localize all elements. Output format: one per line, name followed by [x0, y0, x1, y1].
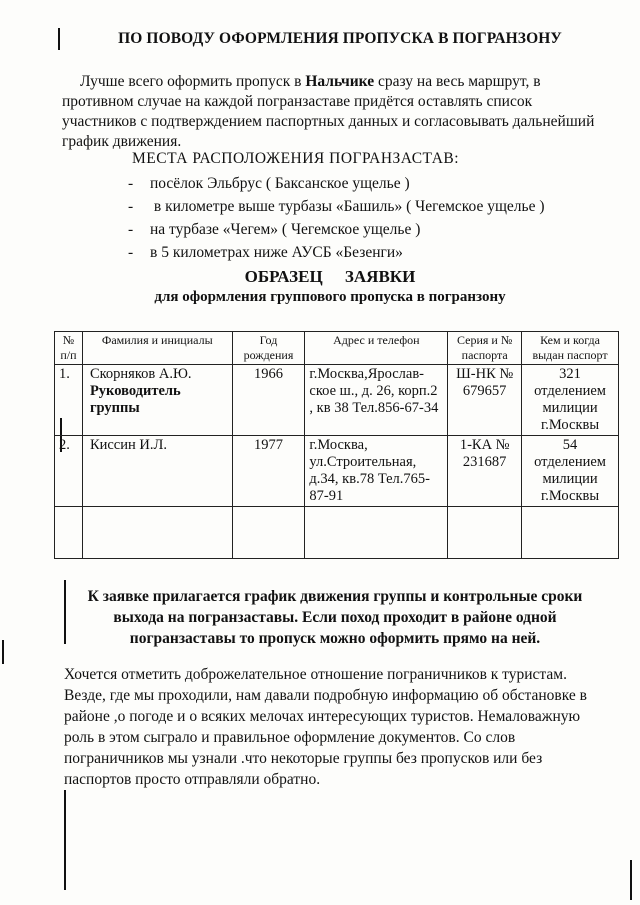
list-item: - на турбазе «Чегем» ( Чегемское ущелье )	[128, 218, 545, 241]
empty-cell	[305, 507, 448, 559]
list-item: - в километре выше турбазы «Башиль» ( Чегемское ущелье )	[128, 195, 545, 218]
empty-cell	[448, 507, 522, 559]
intro-text-end: сразу на весь маршрут, в противном случае на каждой погранзаставе придётся оставлять список участников с подтверждением паспортных данных и согласовывать дальнейший график движения.	[62, 73, 595, 150]
header-address: Адрес и телефон	[305, 332, 448, 365]
header-year: Год рождения	[232, 332, 305, 365]
member-name: Киссин И.Л.	[89, 437, 167, 453]
scan-mark	[64, 580, 66, 644]
scan-mark	[64, 790, 66, 890]
sample-title: ОБРАЗЕЦ ЗАЯВКИ	[244, 267, 416, 286]
cell-year: 1966	[232, 365, 305, 436]
cell-num: 2.	[55, 436, 83, 507]
table-row-empty	[55, 507, 619, 559]
table-row	[55, 436, 619, 507]
header-passport: Серия и № паспорта	[448, 332, 522, 365]
cell-passport: Ш-НК № 679657	[448, 365, 522, 436]
header-issued: Кем и когда выдан паспорт	[522, 332, 619, 365]
attachment-note: К заявке прилагается график движения группы и контрольные сроки выхода на погранзаставы. Если поход проходит в районе одной погранзаставы то пропуск можно оформить прямо на ней.	[87, 588, 583, 647]
empty-cell	[55, 507, 83, 559]
cell-name	[82, 436, 232, 507]
cell-address: г.Москва,Ярослав-ское ш., д. 26, корп.2 , кв 38 Тел.856-67-34	[305, 365, 448, 436]
cell-name	[82, 365, 232, 436]
header-num: № п/п	[55, 332, 83, 365]
cell-passport: 1-КА № 231687	[448, 436, 522, 507]
table-header-row	[55, 332, 619, 365]
cell-year: 1977	[232, 436, 305, 507]
list-item: - в 5 километрах ниже АУСБ «Безенги»	[128, 241, 545, 264]
member-role: Руководитель группы	[89, 383, 181, 416]
sample-subtitle: для оформления группового пропуска в погранзону	[154, 289, 506, 305]
scan-mark	[630, 860, 632, 900]
page-title: ПО ПОВОДУ ОФОРМЛЕНИЯ ПРОПУСКА В ПОГРАНЗОНУ	[118, 30, 562, 47]
empty-cell	[522, 507, 619, 559]
closing-paragraph: Хочется отметить доброжелательное отношение пограничников к туристам. Везде, где мы проходили, нам давали подробную информацию об обстановке в районе ,о погоде и о всяких мелочах интересующих туристов. Немаловажную роль в этом сыграло и правильное оформление документов. Со слов пограничников мы узнали .что некоторые группы без пропусков или без паспортов просто отправляли обратно.	[64, 666, 587, 788]
cell-address: г.Москва, ул.Строительная, д.34, кв.78 Тел.765-87-91	[305, 436, 448, 507]
intro-paragraph	[62, 72, 607, 152]
header-name: Фамилия и инициалы	[82, 332, 232, 365]
intro-text-start: Лучше всего оформить пропуск в	[80, 73, 306, 90]
places-list	[128, 172, 545, 264]
intro-city: Нальчике	[305, 73, 375, 90]
application-table	[54, 331, 619, 559]
cell-issued: 321 отделением милиции г.Москвы	[522, 365, 619, 436]
empty-cell	[232, 507, 305, 559]
member-name: Скорняков А.Ю.	[89, 366, 192, 382]
table-row	[55, 365, 619, 436]
empty-cell	[82, 507, 232, 559]
cell-issued: 54 отделением милиции г.Москвы	[522, 436, 619, 507]
list-item: - посёлок Эльбрус ( Баксанское ущелье )	[128, 172, 545, 195]
cell-num: 1.	[55, 365, 83, 436]
scan-mark	[2, 640, 4, 664]
places-heading: МЕСТА РАСПОЛОЖЕНИЯ ПОГРАНЗАСТАВ:	[132, 150, 460, 167]
